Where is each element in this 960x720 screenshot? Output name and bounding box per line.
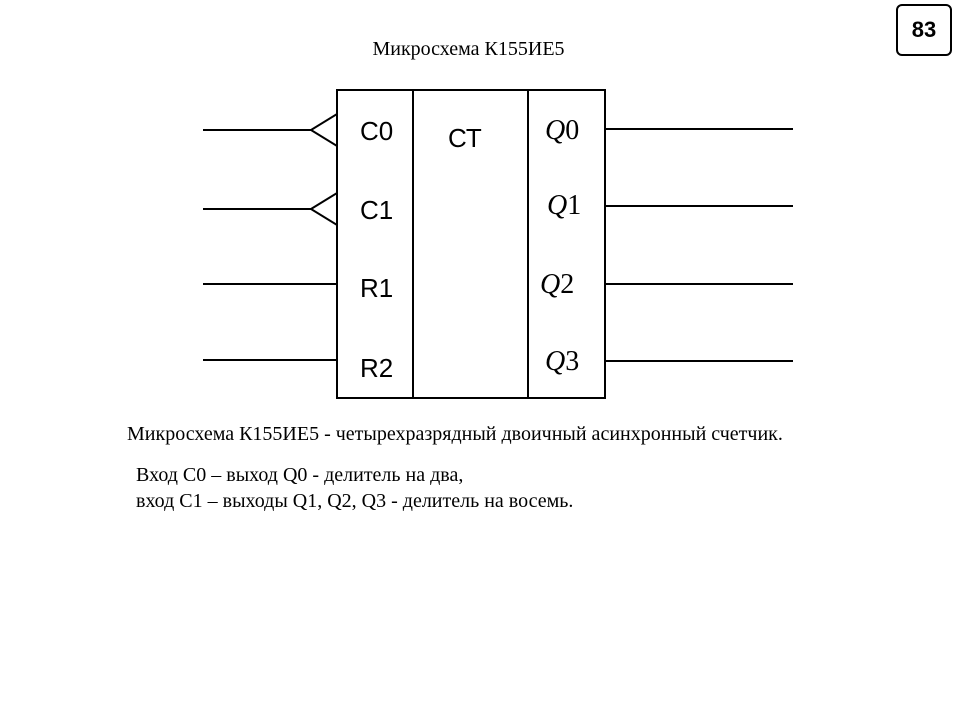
input-label-r1: R1 <box>360 273 394 303</box>
note-line: вход С1 – выходы Q1, Q2, Q3 - делитель на восемь. <box>136 490 574 512</box>
output-label-q2: Q2 <box>540 269 575 300</box>
note-line: Вход С0 – выход Q0 - делитель на два, <box>136 464 464 486</box>
output-label-q1: Q1 <box>547 190 582 221</box>
output-label-q0: Q0 <box>545 115 580 146</box>
slide-number: 83 <box>911 17 937 42</box>
divider-notes <box>136 462 573 514</box>
input-label-c0: C0 <box>360 116 394 146</box>
page-title: Микросхема К155ИЕ5 <box>372 38 565 60</box>
chip-description: Микросхема К155ИЕ5 - четырехразрядный двоичный асинхронный счетчик. <box>127 423 783 445</box>
input-wires <box>203 114 337 360</box>
output-wires <box>605 129 793 361</box>
chip-function-label: СТ <box>448 123 482 153</box>
input-label-r2: R2 <box>360 353 394 383</box>
dynamic-input-triangle-c0 <box>311 114 337 146</box>
dynamic-input-triangle-c1 <box>311 193 337 225</box>
input-label-c1: C1 <box>360 195 394 225</box>
output-label-q3: Q3 <box>545 346 580 377</box>
